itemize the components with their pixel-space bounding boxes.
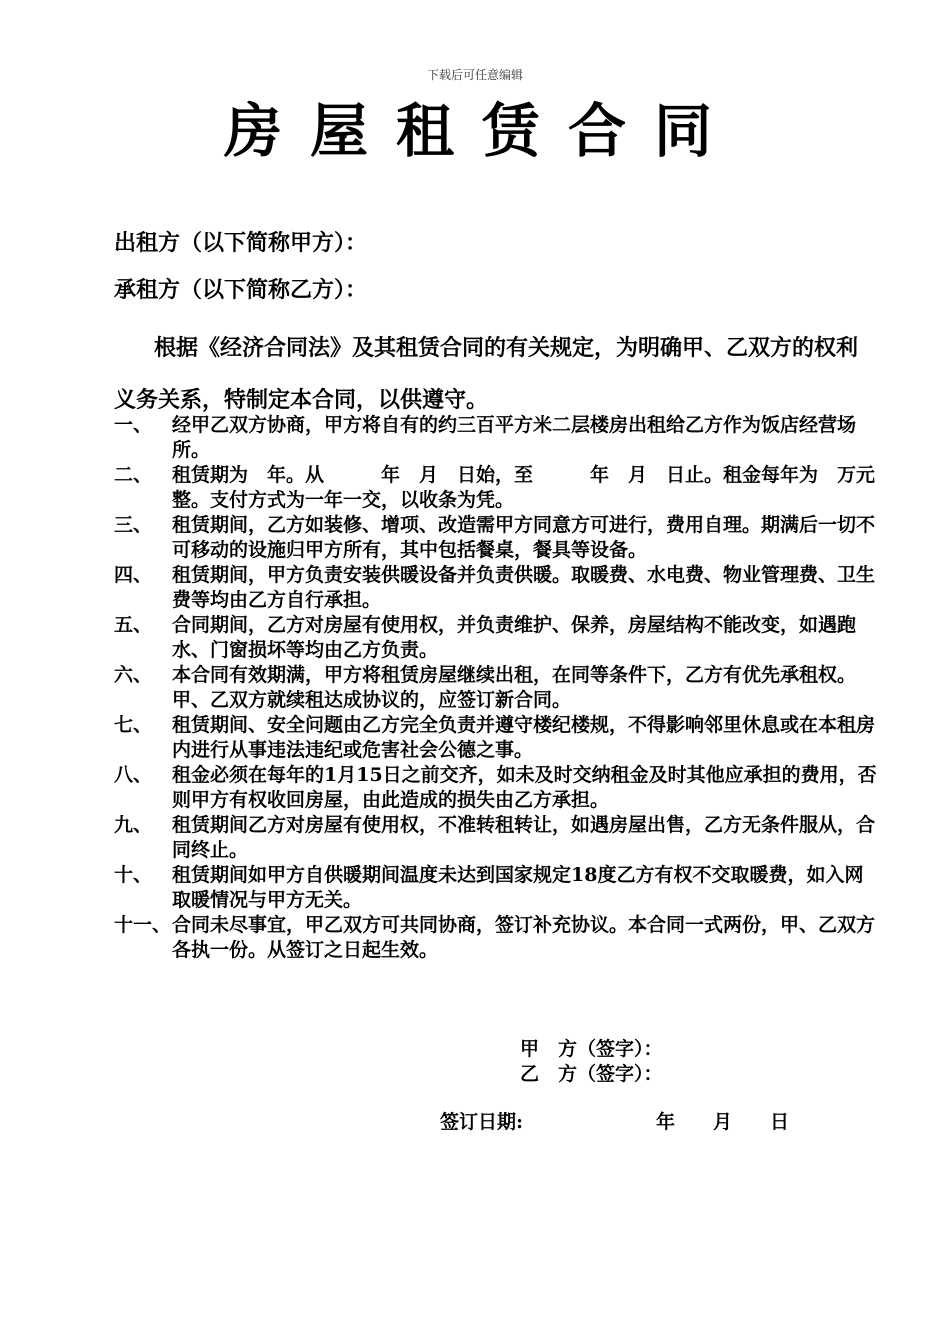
clause-text: 本合同有效期满，甲方将租赁房屋继续出租，在同等条件下，乙方有优先承租权。甲、乙双方就续租达成协议的，应签订新合同。 (172, 664, 857, 711)
clause-number: 四、 (114, 564, 153, 586)
clause-item (114, 463, 882, 513)
clause-item (114, 663, 882, 713)
clause-item (114, 863, 882, 913)
clause-number: 一、 (114, 414, 153, 436)
clause-number: 七、 (114, 714, 153, 736)
clause-number: 八、 (114, 764, 153, 786)
clause-number: 三、 (114, 514, 153, 536)
clause-item (114, 813, 882, 863)
clause-number: 六、 (114, 664, 153, 686)
clause-number: 十一、 (114, 914, 172, 936)
clause-text: 租赁期间如甲方自供暖期间温度未达到国家规定18度乙方有权不交取暖费，如入网取暖情况与甲方无关。 (172, 864, 864, 911)
clause-number: 九、 (114, 814, 153, 836)
clause-text: 租赁期间、安全问题由乙方完全负责并遵守楼纪楼规，不得影响邻里休息或在本租房内进行从事违法违纪或危害社会公德之事。 (172, 714, 876, 761)
document-title: 房屋租赁合同 (223, 97, 740, 165)
clause-item (114, 713, 882, 763)
clause-text: 合同未尽事宜，甲乙双方可共同协商，签订补充协议。本合同一式两份，甲、乙双方各执一份。从签订之日起生效。 (172, 914, 876, 961)
clause-text: 租赁期间乙方对房屋有使用权，不准转租转让，如遇房屋出售，乙方无条件服从，合同终止。 (172, 814, 876, 861)
clause-item (114, 913, 882, 963)
lessee-label: 承租方（以下简称乙方）： (114, 277, 368, 303)
clause-text: 合同期间，乙方对房屋有使用权，并负责维护、保养，房屋结构不能改变，如遇跑水、门窗损坏等均由乙方负责。 (172, 614, 857, 661)
party-a-signature-line: 甲 方（签字）： (520, 1038, 663, 1060)
clause-text: 经甲乙双方协商，甲方将自有的约三百平方米二层楼房出租给乙方作为饭店经营场所。 (172, 414, 857, 461)
intro-paragraph: 根据《经济合同法》及其租赁合同的有关规定，为明确甲、乙双方的权利义务关系，特制定本合同，以供遵守。 (114, 335, 859, 413)
clause-text: 租金必须在每年的1月15日之前交齐，如未及时交纳租金及时其他应承担的费用，否则甲方有权收回房屋，由此造成的损失由乙方承担。 (172, 764, 877, 811)
clause-number: 二、 (114, 464, 153, 486)
clause-item (114, 763, 882, 813)
clause-number: 五、 (114, 614, 153, 636)
lessor-label: 出租方（以下简称甲方）： (114, 230, 368, 256)
clause-item (114, 513, 882, 563)
party-b-signature-line: 乙 方（签字）： (520, 1063, 663, 1085)
signing-date-line: 签订日期: 年 月 日 (440, 1111, 790, 1133)
clause-number: 十、 (114, 864, 153, 886)
header-note: 下载后可任意编辑 (426, 68, 523, 82)
clause-item (114, 563, 882, 613)
clause-text: 租赁期间，甲方负责安装供暖设备并负责供暖。取暖费、水电费、物业管理费、卫生费等均由乙方自行承担。 (172, 564, 876, 611)
clause-text: 租赁期为 年。从 年 月 日始，至 年 月 日止。租金每年为 万元整。支付方式为一年一交，以收条为凭。 (172, 464, 876, 511)
clause-item (114, 613, 882, 663)
clause-item (114, 413, 882, 463)
clause-list (114, 413, 882, 963)
clause-text: 租赁期间，乙方如装修、增项、改造需甲方同意方可进行，费用自理。期满后一切不可移动的设施归甲方所有，其中包括餐桌，餐具等设备。 (172, 514, 876, 561)
